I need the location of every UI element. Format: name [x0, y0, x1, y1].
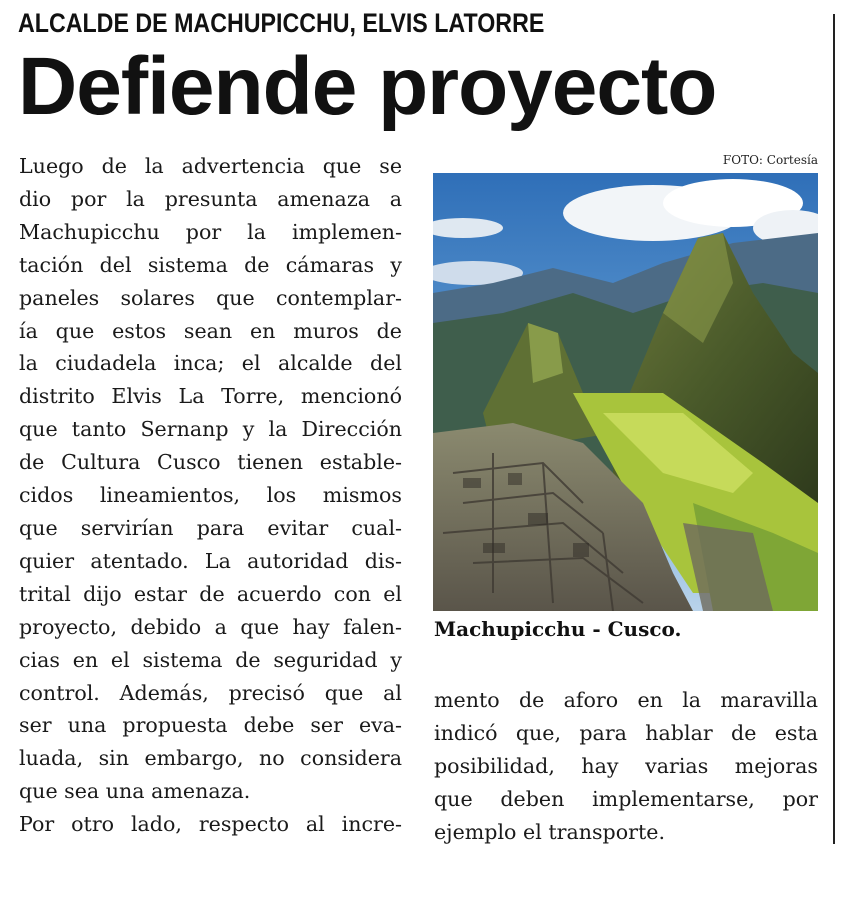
text-line: Machupicchu por la implemen-: [19, 219, 402, 244]
text-line: que sea una amenaza.: [19, 779, 251, 804]
article-headline: Defiende proyecto: [18, 41, 717, 132]
text-line: Por otro lado, respecto al incre-: [19, 812, 402, 837]
text-line: dio por la presunta amenaza a: [19, 186, 402, 211]
text-line: indicó que, para hablar de esta: [434, 721, 818, 745]
text-line: que tanto Sernanp y la Dirección: [19, 417, 402, 442]
text-line: posibilidad, hay varias mejoras: [434, 754, 818, 778]
text-line: mento de aforo en la maravilla: [434, 688, 818, 712]
text-line: distrito Elvis La Torre, mencionó: [19, 384, 402, 409]
text-line: ser una propuesta debe ser eva-: [19, 713, 402, 738]
text-line: control. Además, precisó que al: [19, 680, 402, 705]
text-line: paneles solares que contemplar-: [19, 285, 402, 310]
text-line: de Cultura Cusco tienen estable-: [19, 450, 402, 475]
machupicchu-photo: [433, 173, 818, 611]
text-line: ejemplo el transporte.: [434, 820, 665, 844]
paragraph-2-continued: [434, 684, 818, 849]
text-line: luada, sin embargo, no considera: [19, 746, 402, 771]
paragraph-2: [19, 808, 402, 841]
article-kicker: ALCALDE DE MACHUPICCHU, ELVIS LATORRE: [18, 8, 545, 38]
text-line: que deben implementarse, por: [434, 787, 818, 811]
text-line: tación del sistema de cámaras y: [19, 252, 402, 277]
text-line: cidos lineamientos, los mismos: [19, 483, 402, 508]
photo-caption: Machupicchu - Cusco.: [434, 617, 682, 641]
column-divider: [833, 14, 835, 844]
paragraph-1: [19, 150, 402, 808]
text-line: que servirían para evitar cual-: [19, 515, 402, 540]
text-line: la ciudadela inca; el alcalde del: [19, 351, 402, 376]
right-column: [434, 684, 818, 849]
text-line: proyecto, debido a que hay falen-: [19, 614, 402, 639]
left-column: [19, 150, 402, 841]
text-line: cias en el sistema de seguridad y: [19, 647, 402, 672]
photo-credit: FOTO: Cortesía: [722, 153, 818, 167]
text-line: Luego de la advertencia que se: [19, 154, 402, 178]
text-line: ía que estos sean en muros de: [19, 318, 402, 343]
text-line: trital dijo estar de acuerdo con el: [19, 581, 402, 606]
text-line: quier atentado. La autoridad dis-: [19, 548, 402, 573]
